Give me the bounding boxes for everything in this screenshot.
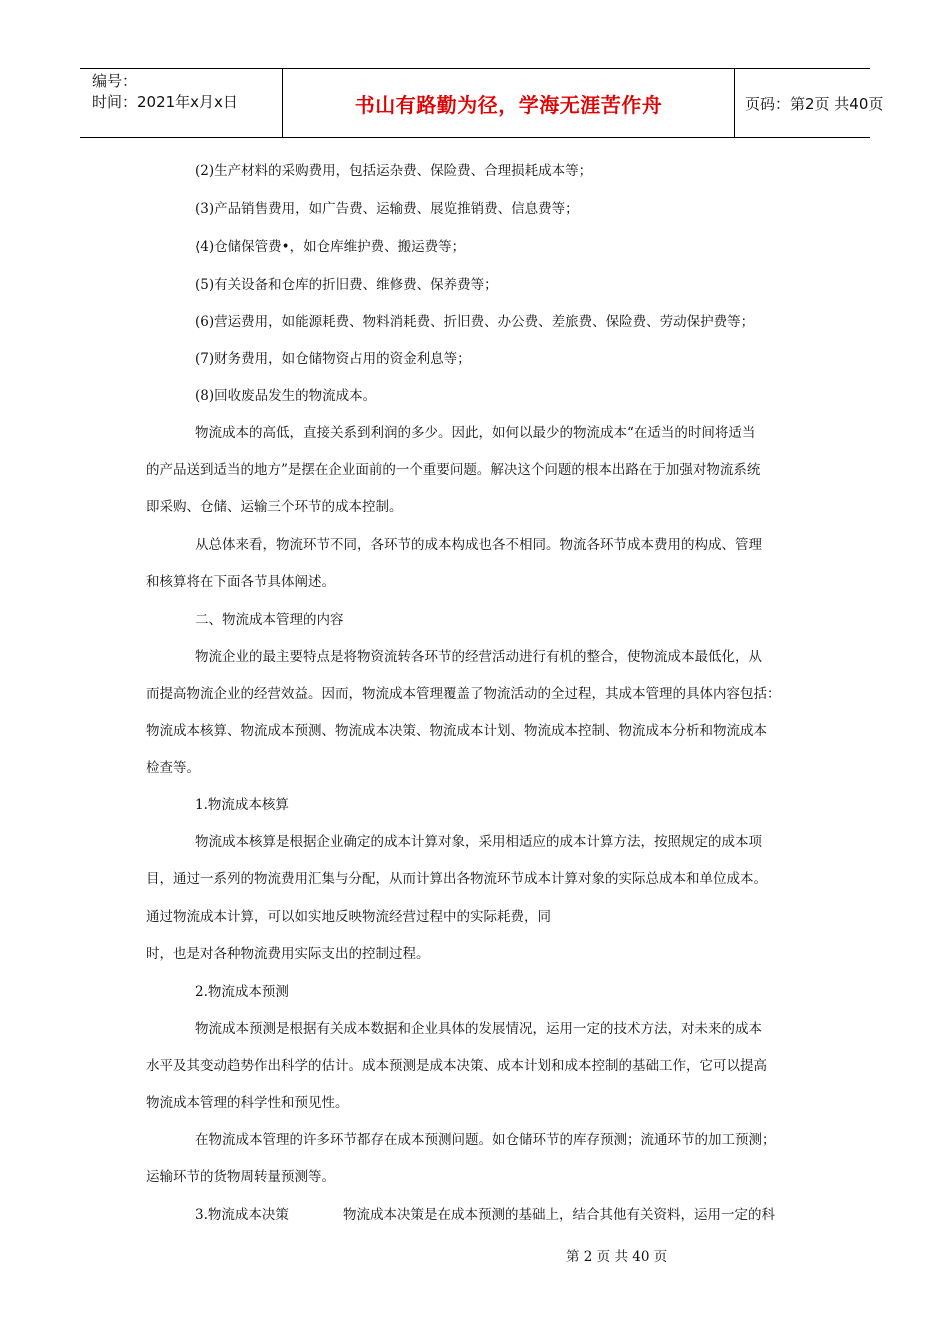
page-footer: 第 2 页 共 40 页: [566, 1249, 668, 1265]
subsection-heading: 2.物流成本预测: [195, 984, 289, 1000]
text-line: 运输环节的货物周转量预测等。: [146, 1169, 335, 1185]
text-line: 检查等。: [146, 760, 200, 776]
number-label: 编号：: [92, 72, 138, 90]
text-line: 物流企业的最主要特点是将物资流转各环节的经营活动进行有机的整合，使物流成本最低化，从: [195, 649, 762, 665]
text-line: 时，也是对各种物流费用实际支出的控制过程。: [146, 946, 430, 962]
header-page-label: 页码：第2页 共40页: [745, 94, 884, 113]
text-line: 物流成本预测是根据有关成本数据和企业具体的发展情况，运用一定的技术方法，对未来的成本: [195, 1021, 762, 1037]
subsection-heading: 1.物流成本核算: [195, 797, 289, 813]
text-line: 从总体来看，物流环节不同，各环节的成本构成也各不相同。物流各环节成本费用的构成、管理: [195, 537, 762, 553]
text-line: (3)产品销售费用，如广告费、运输费、展览推销费、信息费等；: [195, 201, 579, 217]
text-line: 物流成本管理的科学性和预见性。: [146, 1095, 349, 1111]
text-line: ⟨4)仓储保管费•，如仓库维护费、搬运费等；: [195, 239, 466, 255]
text-line: 目，通过一系列的物流费用汇集与分配，从而计算出各物流环节成本计算对象的实际总成本和单位成本。: [146, 871, 767, 887]
text-line: 物流成本决策是在成本预测的基础上，结合其他有关资料，运用一定的科: [343, 1207, 775, 1223]
text-line: 在物流成本管理的许多环节都存在成本预测问题。如仓储环节的库存预测；流通环节的加工预测；: [195, 1132, 776, 1148]
text-line: 的产品送到适当的地方”是摆在企业面前的一个重要问题。解决这个问题的根本出路在于加强对物流系统: [146, 462, 761, 478]
text-line: 水平及其变动趋势作出科学的估计。成本预测是成本决策、成本计划和成本控制的基础工作，它可以提高: [146, 1058, 767, 1074]
text-line: (7)财务费用，如仓储物资占用的资金利息等；: [195, 351, 471, 367]
text-line: 物流成本核算、物流成本预测、物流成本决策、物流成本计划、物流成本控制、物流成本分析和物流成本: [146, 723, 767, 739]
text-line: 物流成本核算是根据企业确定的成本计算对象，采用相适应的成本计算方法，按照规定的成本项: [195, 834, 762, 850]
text-line: 而提高物流企业的经营效益。因而，物流成本管理覆盖了物流活动的全过程，其成本管理的具体内容包括：: [146, 686, 781, 702]
text-line: (2)生产材料的采购费用，包括运杂费、保险费、合理损耗成本等；: [195, 163, 593, 179]
header-motto: 书山有路勤为径，学海无涯苦作舟: [282, 69, 735, 137]
text-line: (8)回收废品发生的物流成本。: [195, 388, 377, 404]
section-heading: 二、物流成本管理的内容: [195, 612, 344, 628]
text-line: (6)营运费用，如能源耗费、物料消耗费、折旧费、办公费、差旅费、保险费、劳动保护费等；: [195, 314, 755, 330]
text-line: 和核算将在下面各节具体阐述。: [146, 574, 335, 590]
text-line: 物流成本的高低，直接关系到利润的多少。因此，如何以最少的物流成本“在适当的时间将适当: [195, 425, 756, 441]
text-line: 即采购、仓储、运输三个环节的成本控制。: [146, 499, 403, 515]
subsection-heading: 3.物流成本决策: [195, 1207, 289, 1223]
time-label: 时间：2021年x月x日: [92, 93, 238, 111]
text-line: (5)有关设备和仓库的折旧费、维修费、保养费等；: [195, 277, 498, 293]
text-line: 通过物流成本计算，可以如实地反映物流经营过程中的实际耗费，同: [146, 909, 551, 925]
